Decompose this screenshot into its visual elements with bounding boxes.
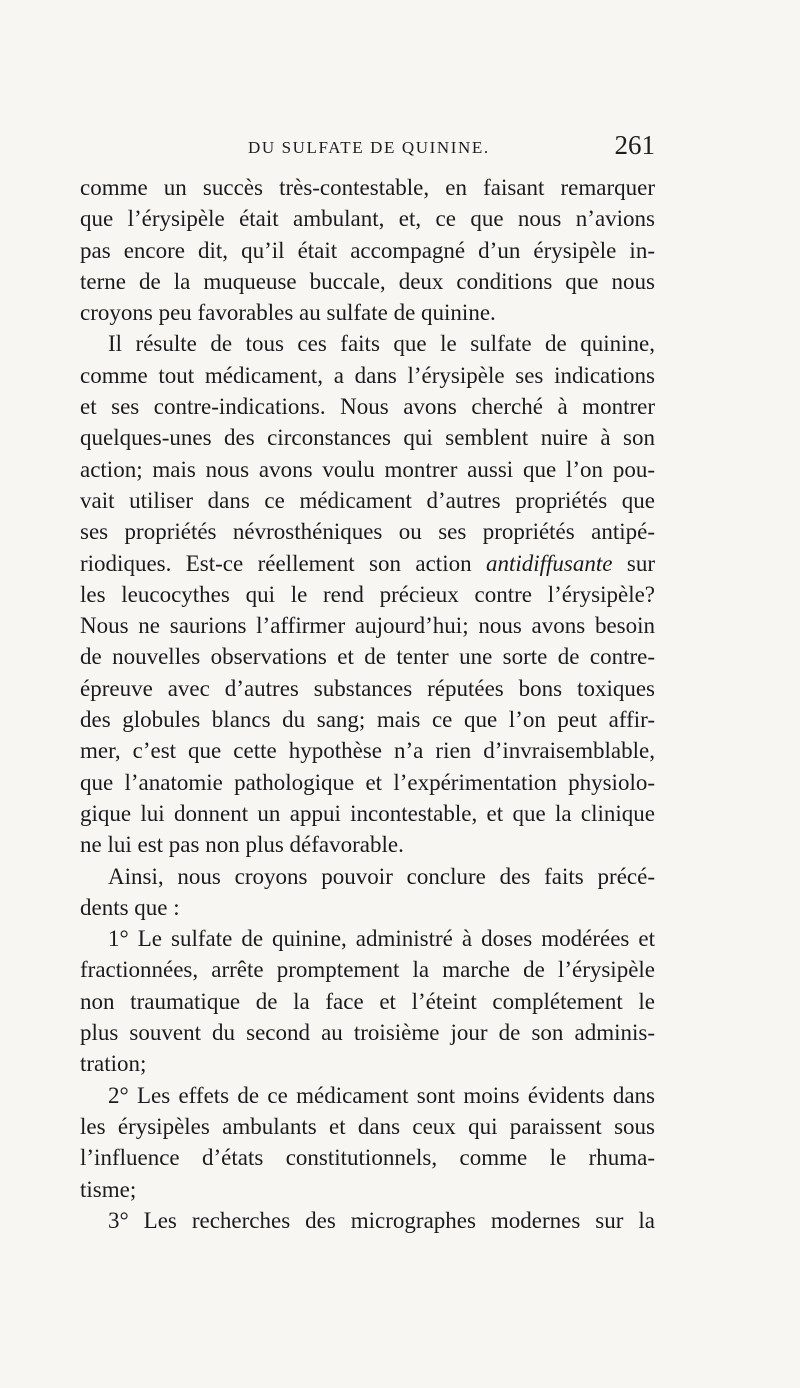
text-line: l’influence d’états constitutionnels, comme le rhuma- bbox=[80, 1145, 655, 1171]
text-line: et ses contre-indications. Nous avons cherché à montrer bbox=[80, 394, 655, 420]
text-line: croyons peu favorables au sulfate de quinine. bbox=[80, 300, 496, 326]
running-title: DU SULFATE DE QUININE. bbox=[248, 138, 490, 157]
text-line: les leucocythes qui le rend précieux contre l’érysipèle? bbox=[80, 581, 655, 607]
text-segment: riodiques. Est-ce réellement son action bbox=[80, 550, 486, 576]
text-line: terne de la muqueuse buccale, deux conditions que nous bbox=[80, 268, 655, 294]
text-line: épreuve avec d’autres substances réputées bons toxiques bbox=[80, 675, 655, 701]
text-line: tisme; bbox=[80, 1176, 137, 1202]
text-line: quelques-unes des circonstances qui semblent nuire à son bbox=[80, 425, 655, 451]
text-line: gique lui donnent un appui incontestable, et que la clinique bbox=[80, 800, 655, 826]
text-line: 2° Les effets de ce médicament sont moins évidents dans bbox=[108, 1082, 655, 1108]
text-line: comme tout médicament, a dans l’érysipèle ses indications bbox=[80, 362, 655, 388]
text-line: 3° Les recherches des micrographes modernes sur la bbox=[108, 1207, 655, 1233]
text-line: des globules blancs du sang; mais ce que l’on peut affir- bbox=[80, 707, 655, 733]
text-line: action; mais nous avons voulu montrer aussi que l’on pou- bbox=[80, 456, 655, 482]
text-line: tration; bbox=[80, 1051, 147, 1077]
body-text bbox=[80, 172, 655, 1236]
text-line: comme un succès très-contestable, en faisant remarquer bbox=[80, 175, 655, 200]
text-segment: sur bbox=[612, 550, 655, 576]
text-line: ne lui est pas non plus défavorable. bbox=[80, 832, 404, 858]
text-line: Ainsi, nous croyons pouvoir conclure des faits précé- bbox=[108, 863, 655, 889]
text-line: plus souvent du second au troisième jour de son adminis- bbox=[80, 1020, 655, 1046]
italic-text: antidiffusante bbox=[485, 550, 613, 576]
text-line: pas encore dit, qu’il était accompagné d’un érysipèle in- bbox=[80, 237, 655, 263]
text-line: les érysipèles ambulants et dans ceux qui paraissent sous bbox=[80, 1113, 655, 1139]
text-line: que l’érysipèle était ambulant, et, ce que nous n’avions bbox=[80, 206, 655, 232]
text-line bbox=[80, 548, 655, 579]
text-line: mer, c’est que cette hypothèse n’a rien d’invraisemblable, bbox=[80, 738, 655, 764]
text-line: que l’anatomie pathologique et l’expérimentation physiolo- bbox=[80, 769, 655, 795]
text-line: 1° Le sulfate de quinine, administré à doses modérées et bbox=[108, 926, 655, 952]
text-line: de nouvelles observations et de tenter une sorte de contre- bbox=[80, 644, 655, 670]
text-line: non traumatique de la face et l’éteint complétement le bbox=[80, 988, 655, 1014]
page-number: 261 bbox=[614, 130, 655, 160]
text-line: fractionnées, arrête promptement la marche de l’érysipèle bbox=[80, 957, 655, 983]
text-line: Il résulte de tous ces faits que le sulfate de quinine, bbox=[108, 331, 655, 357]
text-line: ses propriétés névrosthéniques ou ses propriétés antipé- bbox=[80, 519, 655, 545]
text-line: Nous ne saurions l’affirmer aujourd’hui; nous avons besoin bbox=[80, 613, 655, 639]
text-line: dents que : bbox=[80, 894, 180, 920]
text-line: vait utiliser dans ce médicament d’autres propriétés que bbox=[80, 487, 655, 513]
page-header bbox=[80, 130, 655, 170]
